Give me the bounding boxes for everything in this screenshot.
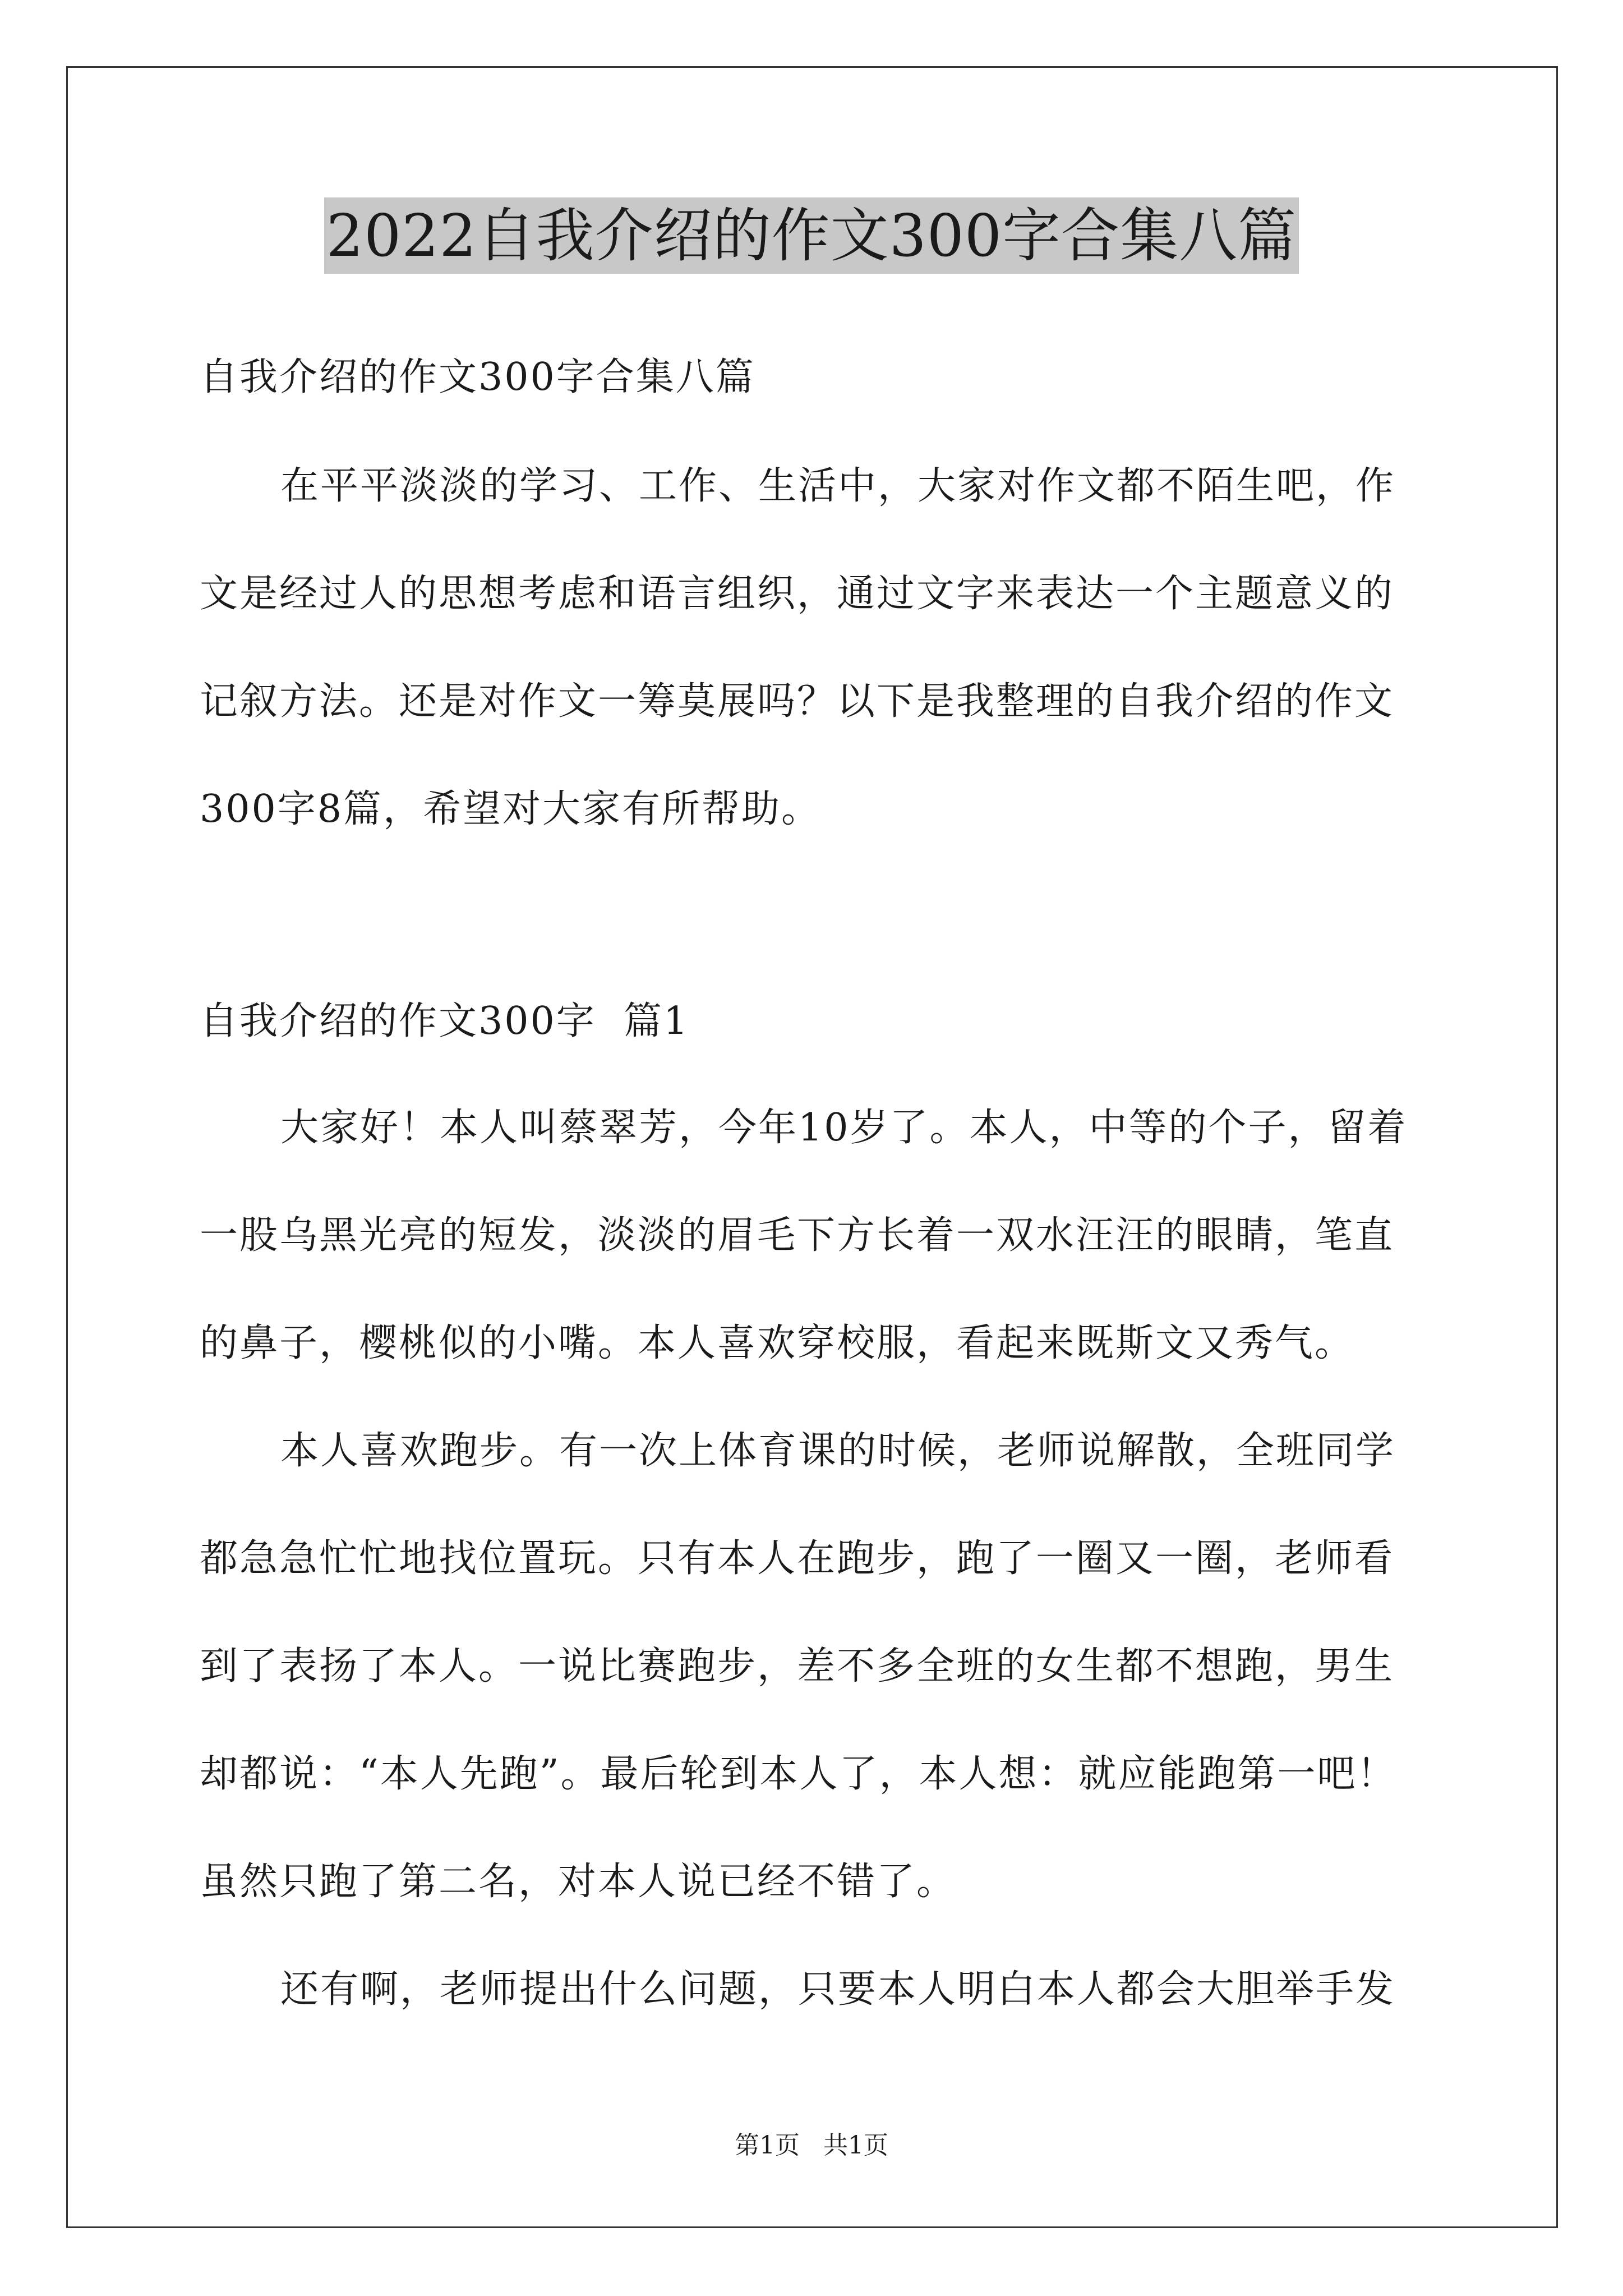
para3-line-1: 还有啊，老师提出什么问题，只要本人明白本人都会大胆举手发 xyxy=(280,1967,1396,2012)
intro-line-2: 文是经过人的思想考虑和语言组织，通过文字来表达一个主题意义的 xyxy=(200,572,1395,616)
page-footer: 第1页 共1页 xyxy=(735,2131,888,2160)
para1-line-3: 的鼻子，樱桃似的小嘴。本人喜欢穿校服，看起来既斯文又秀气。 xyxy=(200,1321,1355,1365)
para2-line-3: 到了表扬了本人。一说比赛跑步，差不多全班的女生都不想跑，男生 xyxy=(200,1644,1395,1688)
para2-line-2: 都急急忙忙地找位置玩。只有本人在跑步，跑了一圈又一圈，老师看 xyxy=(200,1536,1395,1581)
intro-line-4: 300字8篇，希望对大家有所帮助。 xyxy=(200,787,822,831)
para2-line-1: 本人喜欢跑步。有一次上体育课的时候，老师说解散，全班同学 xyxy=(280,1429,1396,1473)
para1-line-2: 一股乌黑光亮的短发，淡淡的眉毛下方长着一双水汪汪的眼睛，笔直 xyxy=(200,1213,1395,1258)
document-subtitle: 自我介绍的作文300字合集八篇 xyxy=(200,355,755,399)
para2-line-4: 却都说：“本人先跑”。最后轮到本人了，本人想：就应能跑第一吧！ xyxy=(200,1752,1397,1796)
title-container xyxy=(0,197,1623,274)
para1-line-1: 大家好！本人叫蔡翠芳，今年10岁了。本人，中等的个子，留着 xyxy=(280,1106,1408,1150)
intro-line-3: 记叙方法。还是对作文一筹莫展吗？以下是我整理的自我介绍的作文 xyxy=(200,679,1395,724)
intro-line-1: 在平平淡淡的学习、工作、生活中，大家对作文都不陌生吧，作 xyxy=(280,464,1396,508)
para2-line-5: 虽然只跑了第二名，对本人说已经不错了。 xyxy=(200,1860,957,1904)
document-title: 2022自我介绍的作文300字合集八篇 xyxy=(324,197,1299,274)
section-heading: 自我介绍的作文300字 篇1 xyxy=(200,999,690,1043)
